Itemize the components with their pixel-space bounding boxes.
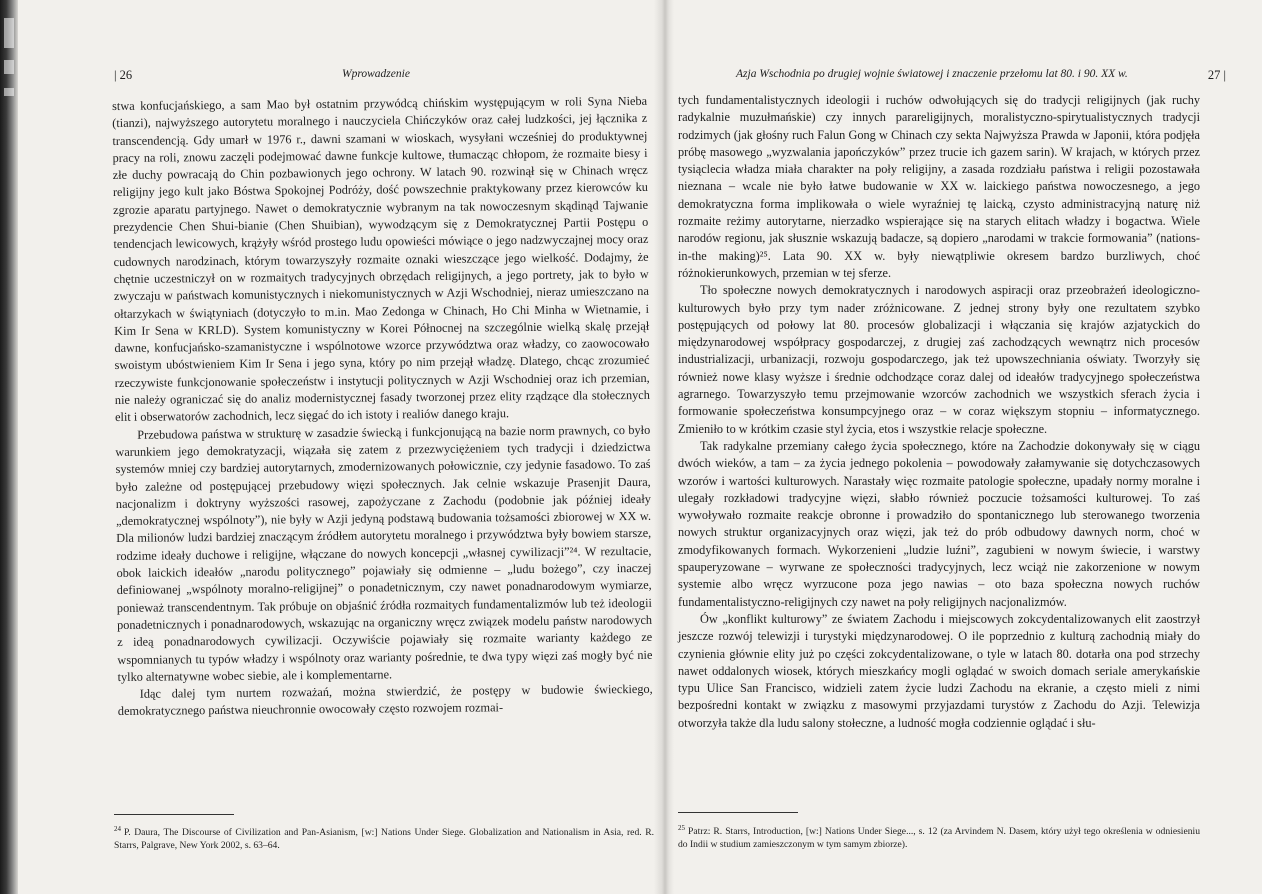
left-footnote-number: 24: [114, 825, 121, 833]
left-paragraph-2: Przebudowa państwa w strukturę w zasadzie świecką i funkcjonującą na bazie norm prawnych, co było warunkiem jego demokratyzacji, wiązała się zatem z przezwyciężeniem tych tradycji i dziedzictwa systemów mniej czy bardziej autorytarnych, zmodernizowanych połowicznie, czy jedynie fasadowo. To zaś było zależne od postępującej przebudowy więzi społecznych. Jak celnie wskazuje Prasenjit Daura, nacjonalizm i doktryny wyższości rasowej, zapożyczane z Zachodu (podobnie jak później ideały „demokratycznej wspólnoty”), nie były w Azji jedyną podstawą budowania tożsamości zbiorowej w XX w. Dla milionów ludzi bardziej znaczącym źródłem autorytetu moralnego i przywództwa były bowiem starsze, rodzime ideały duchowe i religijne, włączane do nowych koncepcji „własnej cywilizacji”²⁴. W rezultacie, obok laickich ideałów „narodu politycznego” pojawiały się odmienne – „ludu bożego”, czy inaczej definiowanej „wspólnoty moralno-religijnej” o ponadetnicznym, czy nawet ponadnarodowym wymiarze, ponieważ transcendentnym. Tak próbuje on objaśnić źródła rozmaitych fundamentalizmów lub też ideologii ponadetnicznych i ponadnarodowych, wskazując na organiczny wręcz związek modelu państw narodowych z ideą ponadnarodowych cywilizacji. Oczywiście pojawiały się rozmaite warianty każdego ze wspomnianych tu typów władzy i wspólnoty oraz warianty pośrednie, te dwa typy więzi zaś mogły być nie tylko alternatywne wobec siebie, ale i komplementarne.: [115, 422, 653, 684]
book-gutter-shadow: [654, 0, 674, 894]
right-running-head: [678, 68, 1226, 84]
left-running-title: Wprowadzenie: [342, 68, 410, 80]
left-running-head: [32, 68, 652, 84]
right-paragraph-4: Ów „konflikt kulturowy” ze światem Zachodu i miejscowych zokcydentalizowanych elit zaostrzył jeszcze rozwój telewizji i turystyki międzynarodowej. O ile poprzednio z kulturą zachodnią miały do czynienia głównie elity już po części zokcydentalizowane, o tyle w latach 80. dotarła ona pod strzechy nawet oddalonych wiosek, których mieszkańcy mogli oglądać w swoich domach seriale amerykańskie typu Ulice San Francisco, widzieli zatem życie ludzi Zachodu na ekranie, a często mieli z nimi bezpośredni kontakt w związku z masowymi przyjazdami turystów z Zachodu do Azji. Telewizja otworzyła także dla ludu salony stołeczne, a ludność mogła codziennie oglądać i słu-: [678, 611, 1200, 730]
right-paragraph-2: Tło społeczne nowych demokratycznych i narodowych aspiracji oraz przeobrażeń ideologiczno-kulturowych było przy tym nader zróżnicowane. Z jednej strony były one rezultatem szybko postępujących od połowy lat 80. procesów globalizacji i włączania się krajów azjatyckich do międzynarodowej współpracy gospodarczej, z drugiej zaś zachodzących wewnątrz nich procesów industrializacji, urbanizacji, rozwoju gospodarczego, jak też upowszechniania oświaty. Tworzyły się również nowe klasy wyższe i średnie odchodzące coraz dalej od ideałów tradycyjnego społeczeństwa agrarnego. Towarzyszyło temu przejmowanie wzorców zachodnich we wszystkich sferach życia i formowanie społeczeństwa konsumpcyjnego oraz – w coraz większym stopniu – informatycznego. Zmieniło to w krótkim czasie styl życia, etos i wszystkie relacje społeczne.: [678, 283, 1200, 436]
left-footnote-text: P. Daura, The Discourse of Civilization and Pan-Asianism, [w:] Nations Under Siege. Globalization and Nationalism in Asia, red. R. Starrs, Palgrave, New York 2002, s. 63–64.: [114, 827, 654, 852]
right-paragraph-1: tych fundamentalistycznych ideologii i ruchów odwołujących się do tradycji religijnych (jak ruchy radykalnie muzułmańskie) czy innych parareligijnych, moralistyczno-spirytualistycznych tradycji rodzimych (jak głośny ruch Falun Gong w Chinach czy sekta Najwyższa Prawda w Japonii, która podjęła próbę masowego „wyzwalania japończyków” przez trucie ich gazem sarin). W krajach, w których przez tysiąclecia władza miała charakter na poły religijny, a zasada rozdziału państwa i religii pozostawała nieznana – wcale nie było łatwe budowanie w XX w. laickiego państwa nowoczesnego, a jego demokratyczna forma implikowała o wiele wyraźniej tę laicką, czysto administracyjną naturę niż rozmaite reżimy autorytarne, nierzadko wspierające się na starych elitach władzy i bogactwa. Wiele narodów regionu, jak słusznie wskazują badacze, są dopiero „narodami w trakcie formowania” (nations-in-the making)²⁵. Lata 90. XX w. były niewątpliwie okresem bardzo burzliwych, choć różnokierunkowych, przemian w tej sferze.: [678, 93, 1200, 280]
right-footnote: [678, 822, 1200, 851]
left-footnote-rule: [114, 814, 234, 815]
right-footnote-rule: [678, 812, 798, 813]
left-page-number: | 26: [114, 68, 133, 82]
left-paragraph-3: Idąc dalej tym nurtem rozważań, można stwierdzić, że postępy w budowie świeckiego, demokratycznego państwa nieuchronnie owocowały często rozwojem rozmai-: [117, 681, 653, 719]
book-binding-edge: [0, 0, 18, 894]
left-footnote: [114, 823, 654, 852]
right-paragraph-3: Tak radykalne przemiany całego życia społecznego, które na Zachodzie dokonywały się w ciągu dwóch wieków, a tam – za życia jednego pokolenia – powodowały załamywanie się dotychczasowych wzorów i wartości kulturowych. Narastały więc rozmaite patologie społeczne, upadały normy moralne i ulegały rozkładowi tradycyjne więzi, słabło również poczucie tożsamości kulturowej. To zaś wywoływało rozmaite reakcje obronne i prowadziło do spontanicznego lub sterowanego tworzenia nowych struktur organizacyjnych oraz więzi, jak też do prób odbudowy dawnych norm, choć w zmodyfikowanych formach. Wykorzenieni „ludzie luźni”, zagubieni w nowym świecie, i warstwy spauperyzowane – wyrwane ze społeczności tradycyjnych, lecz wciąż nie zakorzenione w nowym systemie albo wręcz wyrzucone poza jego nawias – oto baza społeczna nowych ruchów fundamentalistyczno-religijnych czy nawet na poły religijnych nacjonalizmów.: [678, 438, 1200, 609]
left-page: [32, 0, 652, 894]
left-paragraph-1: stwa konfucjańskiego, a sam Mao był ostatnim przywódcą chińskim występującym w roli Syna Nieba (tianzi), najwyższego autorytetu moralnego i nauczyciela Chińczyków oraz całej ludzkości, jej łącznika z transcendencją. Gdy umarł w 1976 r., dawni szamani w wioskach, wysyłani wcześniej do produktywnej pracy na roli, znowu zaczęli podejmować dawne funkcje kultowe, tłumacząc chłopom, że rozmaite biesy i złe duchy powracają do Chin pozbawionych jego ochrony. W latach 90. rozwinął się w Chinach wręcz religijny jego kult jako Bóstwa Spokojnej Podróży, dość powszechnie praktykowany przez kierowców ku zgrozie aparatu partyjnego. Nawet o demokratycznie wybranym na tak nowoczesnym skądinąd Tajwanie prezydencie Chen Shui-bianie (Chen Shuibian), wywodzącym się z Demokratycznej Partii Postępu o tendencjach lewicowych, krążyły wśród prostego ludu opowieści mówiące o jego nadzwyczajnej mocy oraz cudownych narodzinach, którym towarzyszyły rozmaite oznaki wieszczące jego wielkość. Dodajmy, że chętnie uczestniczył on w rozmaitych tradycyjnych obrzędach religijnych, a jego portrety, jak to było w zwyczaju w państwach komunistycznych i niekomunistycznych w Azji Wschodniej, nieraz umieszczano na ołtarzykach w świątyniach (dotyczyło to m.in. Mao Zedonga w Chinach, Ho Chi Minha w Wietnamie, i Kim Ir Sena w KRLD). System komunistyczny w Korei Północnej na szczególnie wielką skalę przejął dawne, konfucjańsko-szamanistyczne i wspólnotowe wzorce przywództwa oraz władzy, co zaowocowało swoistym ubóstwieniem Kim Ir Sena i jego syna, który po nim przejął władzę. Dlatego, chcąc zrozumieć rzeczywiste funkcjonowanie społeczeństw i instytucji politycznych w Azji Wschodniej oraz ich przemian, nie należy ograniczać się do analiz modernistycznej fasady tworzonej przez elity rządzące dla stołecznych elit i obserwatorów zachodnich, lecz sięgać do ich istoty i realiów danego kraju.: [112, 93, 650, 425]
left-body-text: [112, 93, 653, 721]
right-page-number: 27 |: [1207, 68, 1226, 82]
right-running-title: Azja Wschodnia po drugiej wojnie światowej i znaczenie przełomu lat 80. i 90. XX w.: [736, 68, 1128, 80]
right-footnote-text: Patrz: R. Starrs, Introduction, [w:] Nations Under Siege..., s. 12 (za Arvindem N. Dasem, który użył tego określenia w odniesieniu do Indii w studium zamieszczonym w tym samym zbiorze).: [678, 826, 1200, 851]
right-body-text: [678, 92, 1200, 732]
right-footnote-number: 25: [678, 824, 685, 832]
right-page: [678, 0, 1226, 894]
